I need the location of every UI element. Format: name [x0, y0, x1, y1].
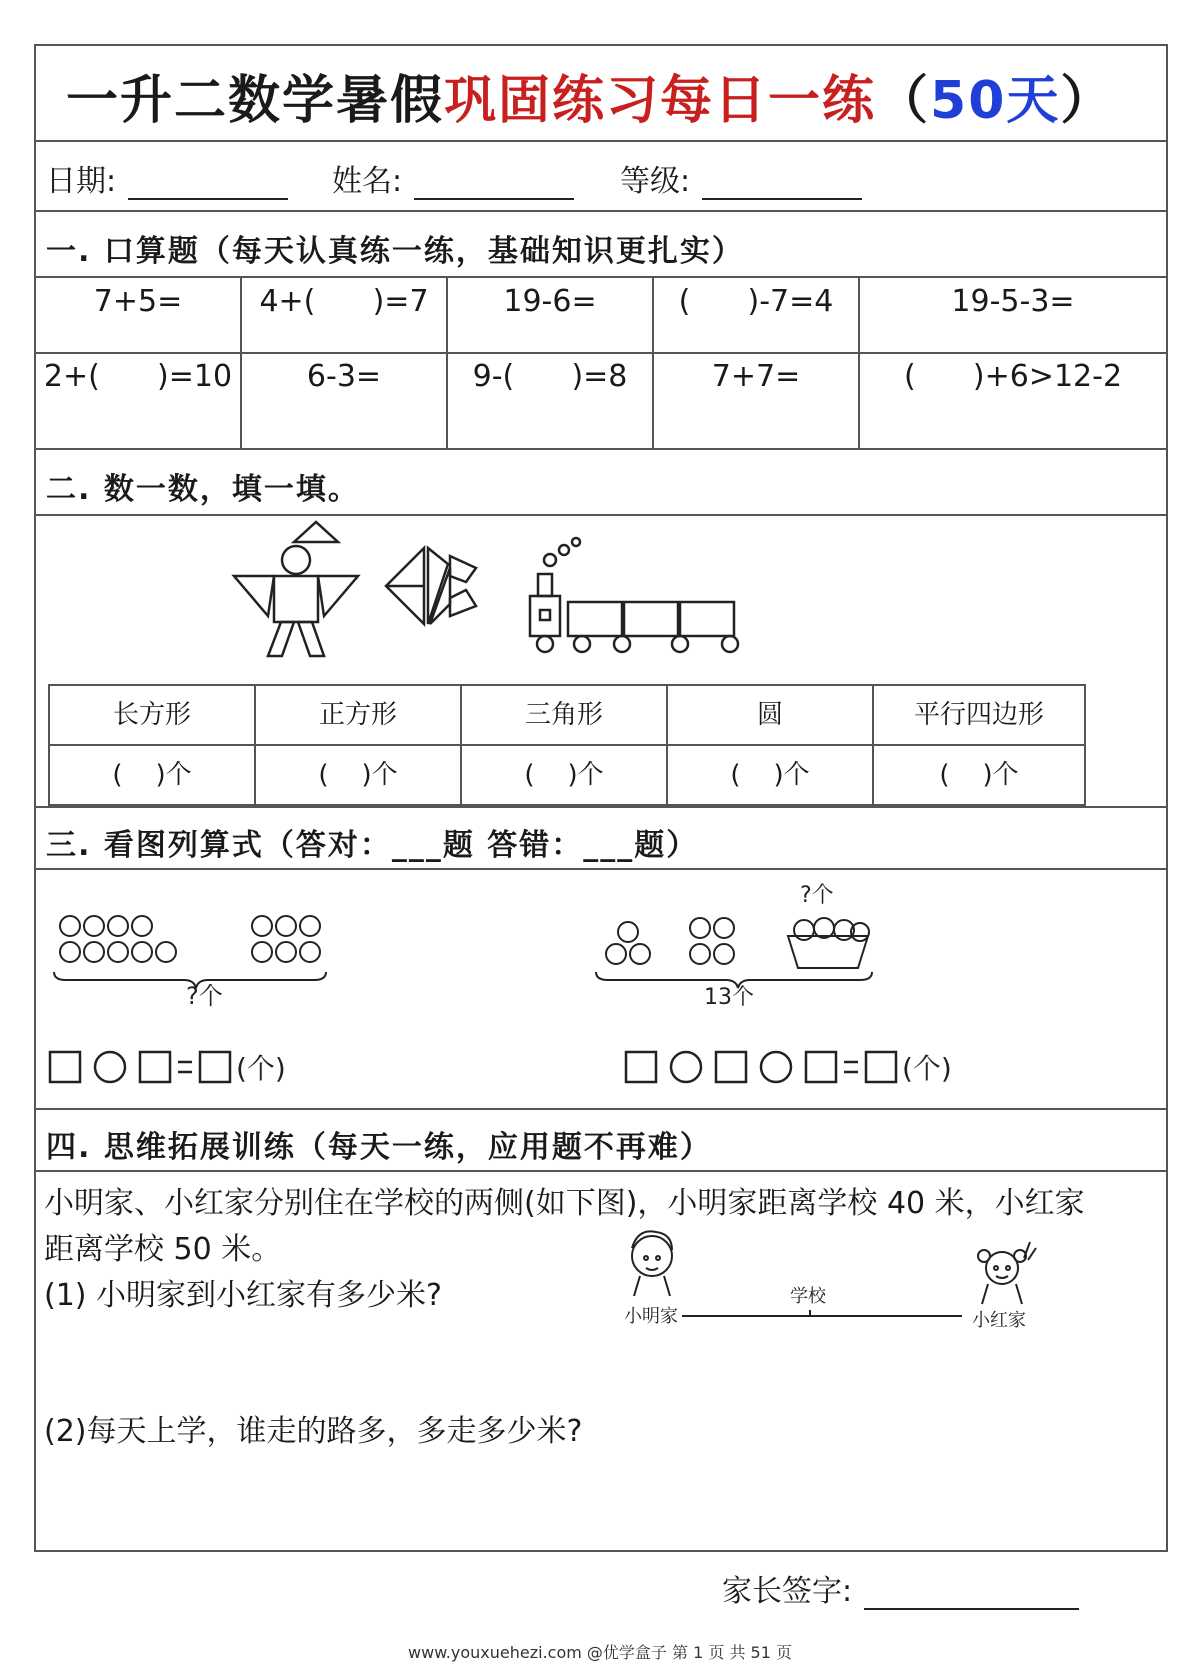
- shape-answer[interactable]: ( )个: [256, 746, 462, 804]
- title-part-5: ）: [1060, 71, 1115, 131]
- apple-figures: [36, 870, 1166, 1020]
- section4-body: [36, 1172, 1166, 1554]
- date-blank[interactable]: [128, 172, 288, 200]
- calc-cell[interactable]: 19-5-3=: [951, 284, 1075, 319]
- calc-cell[interactable]: ( )-7=4: [654, 278, 860, 352]
- signature-label: 家长签字:: [722, 1574, 853, 1609]
- calc-cell[interactable]: 7+5=: [36, 278, 242, 352]
- right-question-label: ?个: [800, 883, 834, 908]
- calc-cell[interactable]: 4+( )=7: [242, 278, 448, 352]
- date-label: 日期:: [46, 164, 117, 199]
- question-1: (1) 小明家到小红家有多少米?: [44, 1278, 442, 1313]
- section3-header: [36, 808, 1166, 870]
- calc-cell[interactable]: ( )+6>12-2: [903, 359, 1123, 394]
- section1-header: [36, 212, 1166, 278]
- name-blank[interactable]: [414, 172, 574, 200]
- section2-body: [36, 516, 1166, 808]
- shape-answer[interactable]: ( )个: [668, 746, 874, 804]
- calc-cell[interactable]: 7+7=: [654, 354, 860, 448]
- calc-cell[interactable]: 6-3=: [242, 354, 448, 448]
- label-xiaohong-home: 小红家: [972, 1310, 1026, 1331]
- grade-field[interactable]: [620, 156, 862, 200]
- shape-figures: [36, 516, 1166, 684]
- date-field[interactable]: [46, 156, 288, 200]
- shape-header: 长方形: [50, 686, 256, 746]
- problem-text-line1: 小明家、小红家分别住在学校的两侧(如下图)，小明家距离学校 40 米，小红家: [44, 1186, 1085, 1221]
- name-field[interactable]: [332, 156, 574, 200]
- left-apples: [54, 916, 326, 988]
- grade-blank[interactable]: [702, 172, 862, 200]
- worksheet: [34, 44, 1168, 1552]
- right-total-label: 13个: [704, 985, 754, 1010]
- title-part-4: 50天: [930, 71, 1061, 131]
- calc-cell[interactable]: 2+( )=10: [36, 354, 242, 448]
- section3-title: 三. 看图列算式（答对：___题 答错：___题）: [46, 828, 699, 863]
- name-label: 姓名:: [332, 164, 403, 199]
- right-apples: [596, 918, 872, 988]
- left-equation[interactable]: [50, 1052, 230, 1082]
- section4-title: 四. 思维拓展训练（每天一练，应用题不再难）: [46, 1130, 712, 1165]
- calc-cell[interactable]: 9-( )=8: [448, 354, 654, 448]
- signature-blank[interactable]: [864, 1582, 1079, 1610]
- section1-title: 一. 口算题（每天认真练一练，基础知识更扎实）: [46, 234, 744, 269]
- question-2: (2)每天上学，谁走的路多，多走多少米?: [44, 1414, 583, 1449]
- left-unit: (个): [236, 1052, 286, 1085]
- section2-header: [36, 450, 1166, 516]
- robot-figure: [234, 522, 358, 656]
- calc-cell[interactable]: 19-6=: [448, 278, 654, 352]
- label-xiaoming-home: 小明家: [624, 1306, 678, 1327]
- section4-header: [36, 1110, 1166, 1172]
- footer: www.youxuehezi.com @优学盒子 第 1 页 共 51 页: [408, 1643, 792, 1662]
- page-title: [66, 58, 1114, 133]
- boy-icon: [632, 1231, 672, 1296]
- section3-body: [36, 870, 1166, 1110]
- parent-signature[interactable]: [722, 1566, 1079, 1610]
- title-part-3: （: [876, 71, 931, 131]
- problem-text-line2: 距离学校 50 米。: [44, 1232, 282, 1267]
- train-figure: [530, 538, 738, 652]
- right-unit: (个): [902, 1052, 952, 1085]
- title-part-1: 一升二数学暑假: [66, 71, 445, 131]
- info-row: [36, 142, 1166, 212]
- label-school: 学校: [790, 1286, 826, 1307]
- shape-header: 圆: [668, 686, 874, 746]
- section2-title: 二. 数一数，填一填。: [46, 472, 360, 507]
- girl-icon: [978, 1242, 1036, 1304]
- shape-header: 正方形: [256, 686, 462, 746]
- fish-figure: [386, 548, 476, 624]
- shape-header: 三角形: [462, 686, 668, 746]
- shape-answer[interactable]: ( )个: [50, 746, 256, 804]
- shape-answer[interactable]: ( )个: [939, 760, 1019, 790]
- right-equation[interactable]: [626, 1052, 896, 1082]
- left-question-label: ?个: [186, 982, 223, 1010]
- grade-label: 等级:: [620, 164, 691, 199]
- equation-boxes: [36, 1038, 1166, 1098]
- shape-answer[interactable]: ( )个: [462, 746, 668, 804]
- shape-count-table: [48, 684, 1086, 806]
- title-row: [36, 46, 1166, 142]
- distance-diagram: [610, 1218, 1070, 1368]
- title-part-2: 巩固练习每日一练: [444, 71, 877, 131]
- mental-math-grid: [36, 278, 1166, 450]
- shape-header: 平行四边形: [874, 686, 1084, 746]
